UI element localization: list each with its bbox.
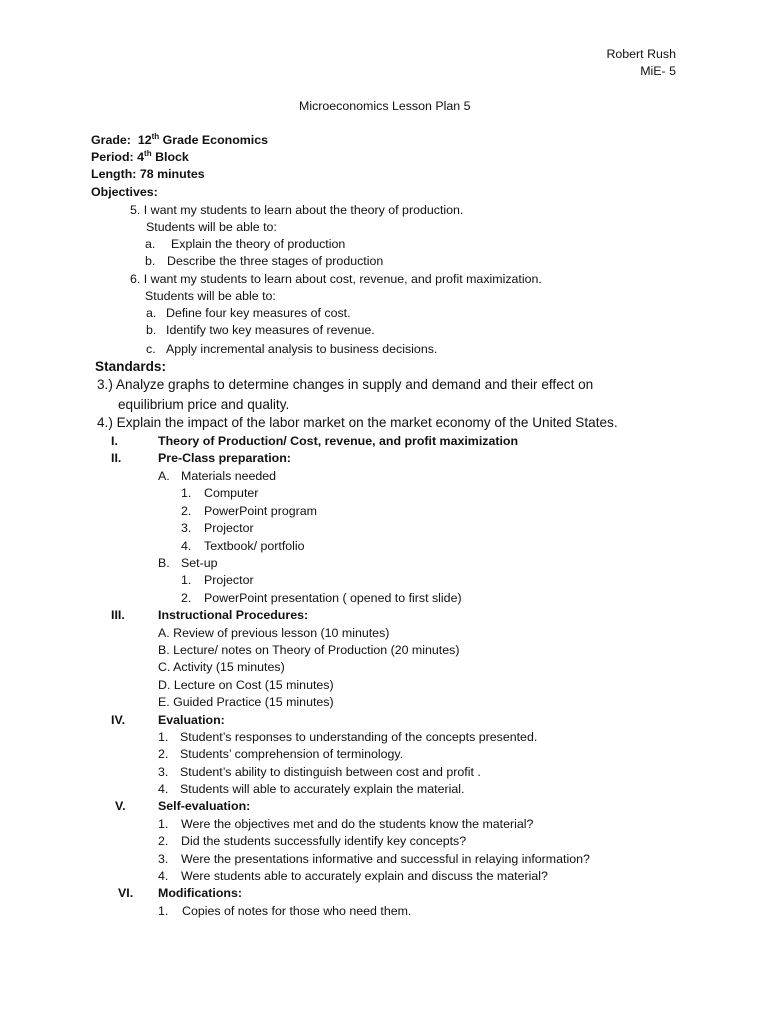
- self-eval-3-marker: 3.: [158, 852, 169, 866]
- setup-1-marker: 1.: [181, 573, 192, 587]
- setup-1: Projector: [204, 573, 254, 587]
- evaluation-3: Student’s ability to distinguish between cost and profit .: [180, 765, 481, 779]
- period-label: Period:: [91, 150, 134, 164]
- material-4: Textbook/ portfolio: [204, 539, 305, 553]
- objective-6-b: Identify two key measures of revenue.: [166, 323, 375, 337]
- objective-5-b: Describe the three stages of production: [167, 254, 384, 268]
- document-title: Microeconomics Lesson Plan 5: [299, 99, 471, 113]
- material-3-marker: 3.: [181, 521, 192, 535]
- material-3: Projector: [204, 521, 254, 535]
- procedure-b: B. Lecture/ notes on Theory of Production (20 minutes): [158, 643, 460, 657]
- material-4-marker: 4.: [181, 539, 192, 553]
- objectives-heading: Objectives:: [91, 185, 158, 199]
- procedure-e: E. Guided Practice (15 minutes): [158, 695, 334, 709]
- material-2-marker: 2.: [181, 504, 192, 518]
- grade-number: 12th: [137, 131, 160, 147]
- self-eval-2: Did the students successfully identify key concepts?: [181, 834, 467, 848]
- section-i-title: Theory of Production/ Cost, revenue, and profit maximization: [158, 434, 519, 448]
- length-value: 78 minutes: [139, 167, 205, 181]
- section-iii-title: Instructional Procedures:: [158, 608, 309, 622]
- objective-6-a-marker: a.: [146, 306, 157, 320]
- objective-5-b-marker: b.: [145, 254, 156, 268]
- material-1: Computer: [204, 486, 259, 500]
- material-1-marker: 1.: [181, 486, 192, 500]
- standard-3: 3.) Analyze graphs to determine changes in supply and demand and their effect on: [97, 377, 594, 392]
- period-number: 4th: [137, 148, 152, 164]
- materials-heading: Materials needed: [181, 469, 277, 483]
- evaluation-2-marker: 2.: [158, 747, 169, 761]
- self-eval-3: Were the presentations informative and successful in relaying information?: [181, 852, 590, 866]
- evaluation-1-marker: 1.: [158, 730, 169, 744]
- section-i-marker: I.: [111, 434, 118, 448]
- setup-heading: Set-up: [181, 556, 218, 570]
- section-vi-marker: VI.: [118, 886, 134, 900]
- procedure-c: C. Activity (15 minutes): [158, 660, 285, 674]
- self-eval-4: Were students able to accurately explain and discuss the material?: [181, 869, 548, 883]
- grade-line: [91, 132, 268, 148]
- objective-5: 5. I want my students to learn about the theory of production.: [130, 203, 464, 217]
- procedure-d: D. Lecture on Cost (15 minutes): [158, 678, 334, 692]
- procedure-a: A. Review of previous lesson (10 minutes): [158, 626, 390, 640]
- section-iv-title: Evaluation:: [158, 713, 225, 727]
- evaluation-2: Students’ comprehension of terminology.: [180, 747, 404, 761]
- objective-6-subheading: Students will be able to:: [145, 289, 276, 303]
- standard-3-continued: equilibrium price and quality.: [118, 397, 290, 412]
- self-eval-4-marker: 4.: [158, 869, 169, 883]
- section-iv-marker: IV.: [111, 713, 126, 727]
- author-name: Robert Rush: [606, 47, 676, 61]
- section-iii-marker: III.: [111, 608, 125, 622]
- section-ii-title: Pre-Class preparation:: [158, 451, 291, 465]
- materials-marker: A.: [158, 469, 170, 483]
- self-eval-2-marker: 2.: [158, 834, 169, 848]
- document-code: MiE- 5: [640, 64, 676, 78]
- grade-label: Grade:: [91, 133, 131, 147]
- grade-value: Grade Economics: [162, 133, 269, 147]
- self-eval-1: Were the objectives met and do the students know the material?: [181, 817, 534, 831]
- section-v-marker: V.: [115, 799, 126, 813]
- section-vi-title: Modifications:: [158, 886, 242, 900]
- objective-6-c-marker: c.: [146, 342, 156, 356]
- period-value: Block: [155, 150, 189, 164]
- objective-6-c: Apply incremental analysis to business decisions.: [166, 342, 438, 356]
- modification-1-marker: 1.: [158, 904, 169, 918]
- setup-2-marker: 2.: [181, 591, 192, 605]
- setup-2: PowerPoint presentation ( opened to first slide): [204, 591, 462, 605]
- period-line: [91, 149, 189, 165]
- section-ii-marker: II.: [111, 451, 122, 465]
- standards-heading: Standards:: [95, 359, 167, 374]
- modification-1: Copies of notes for those who need them.: [182, 904, 412, 918]
- self-eval-1-marker: 1.: [158, 817, 169, 831]
- evaluation-1: Student’s responses to understanding of the concepts presented.: [180, 730, 538, 744]
- material-2: PowerPoint program: [204, 504, 317, 518]
- objective-5-a-marker: a.: [145, 237, 156, 251]
- setup-marker: B.: [158, 556, 170, 570]
- evaluation-4: Students will able to accurately explain the material.: [180, 782, 465, 796]
- length-line: [91, 166, 205, 182]
- length-label: Length:: [91, 167, 137, 181]
- objective-6: 6. I want my students to learn about cost, revenue, and profit maximization.: [130, 272, 542, 286]
- section-v-title: Self-evaluation:: [158, 799, 251, 813]
- objective-5-a: Explain the theory of production: [171, 237, 346, 251]
- objective-6-b-marker: b.: [146, 323, 157, 337]
- objective-5-subheading: Students will be able to:: [146, 220, 277, 234]
- objective-6-a: Define four key measures of cost.: [166, 306, 351, 320]
- evaluation-3-marker: 3.: [158, 765, 169, 779]
- evaluation-4-marker: 4.: [158, 782, 169, 796]
- standard-4: 4.) Explain the impact of the labor market on the market economy of the United States.: [97, 415, 618, 430]
